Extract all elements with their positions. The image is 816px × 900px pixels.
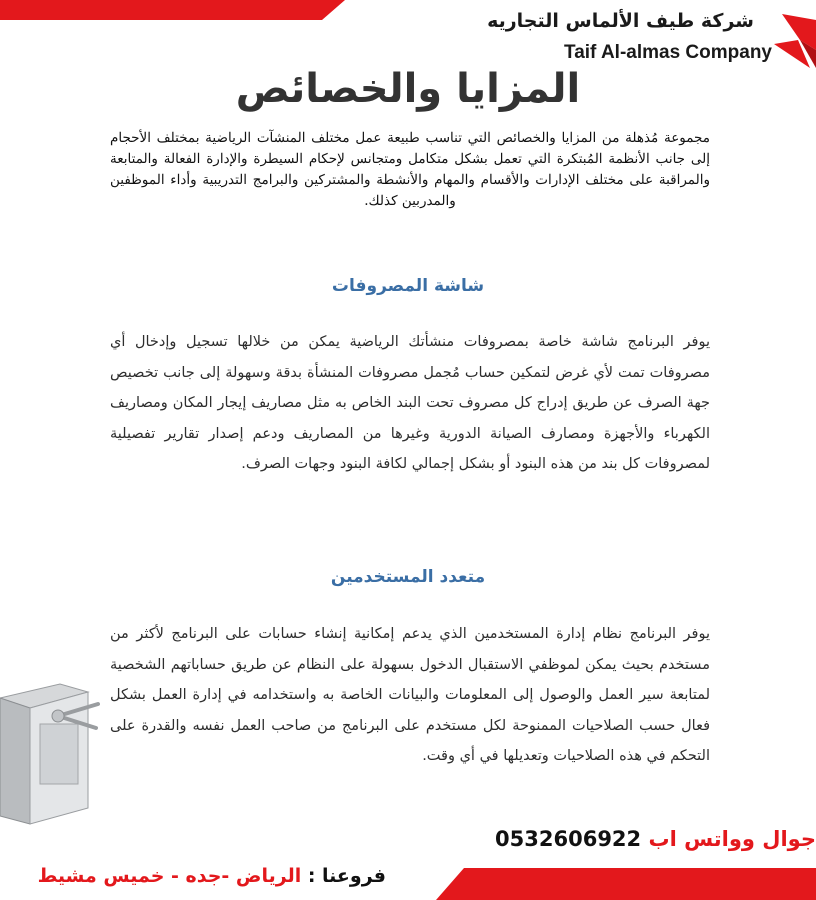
footer-red-stripe <box>436 868 816 900</box>
contact-label: جوال وواتس اب <box>648 827 816 851</box>
section-heading-multi-user: متعدد المستخدمين <box>330 567 486 587</box>
branches-cities: الرياض -جده - خميس مشيط <box>37 865 302 887</box>
header-red-stripe <box>0 0 345 22</box>
branches-separator: : <box>301 865 323 887</box>
contact-phone-number[interactable]: 0532606922 <box>495 827 642 851</box>
branches-label: فروعنا <box>322 865 386 887</box>
contact-line <box>495 827 816 851</box>
page-title: المزايا والخصائص <box>235 66 581 112</box>
turnstile-gate-image <box>0 676 100 826</box>
diamond-logo-icon <box>772 10 816 70</box>
intro-paragraph: مجموعة مُذهلة من المزايا والخصائص التي تناسب طبيعة عمل مختلف المنشآت الرياضية بمختلف الأحجام إلى جانب الأنظمة المُبتكرة التي تعمل بشكل متكامل ومتجانس لإحكام السيطرة والإدارة الفعالة والمتابعة والمراقبة على مختلف الإدارات والأقسام والمهام والأنشطة والمشتركين والبرامج التدريبية وأداء الموظفين والمدربين كذلك. <box>110 130 710 209</box>
section-body-expenses: يوفر البرنامج شاشة خاصة بمصروفات منشأتك الرياضية يمكن من خلالها تسجيل وإدخال أي مصروفات تمت لأي غرض لتمكين حساب مُجمل مصروفات المنشأة بدقة وسهولة إلى جانب تخصيص جهة الصرف عن طريق إدراج كل مصروف تحت البند الخاص به مثل مصاريف إيجار المكان ومصاريف الكهرباء والأجهزة ومصارف الصيانة الدورية وغيرها من المصاريف ودعم إصدار تقارير تفصيلية لمصروفات كل بند من هذه البنود أو بشكل إجمالي لكافة البنود وجهات الصرف. <box>110 334 710 472</box>
company-name-english: Taif Al-almas Company <box>564 42 772 63</box>
branches-line <box>0 865 386 887</box>
company-name-arabic: شركة طيف الألماس التجاريه <box>487 10 754 32</box>
section-heading-expenses: شاشة المصروفات <box>331 276 485 296</box>
company-logo-block <box>487 6 816 70</box>
section-body-multi-user: يوفر البرنامج نظام إدارة المستخدمين الذي يدعم إمكانية إنشاء حسابات على البرنامج لأكثر من مستخدم بحيث يمكن لموظفي الاستقبال الدخول بسهولة على النظام عن طريق حساباتهم الشخصية لمتابعة سير العمل والوصول إلى المعلومات والبيانات الخاصة به واستخدامه في إدارة العمل بشكل فعال حسب الصلاحيات الممنوحة لكل مستخدم على البرنامج من صاحب العمل نفسه والقدرة على التحكم في هذه الصلاحيات وتعديلها في أي وقت. <box>110 626 710 764</box>
